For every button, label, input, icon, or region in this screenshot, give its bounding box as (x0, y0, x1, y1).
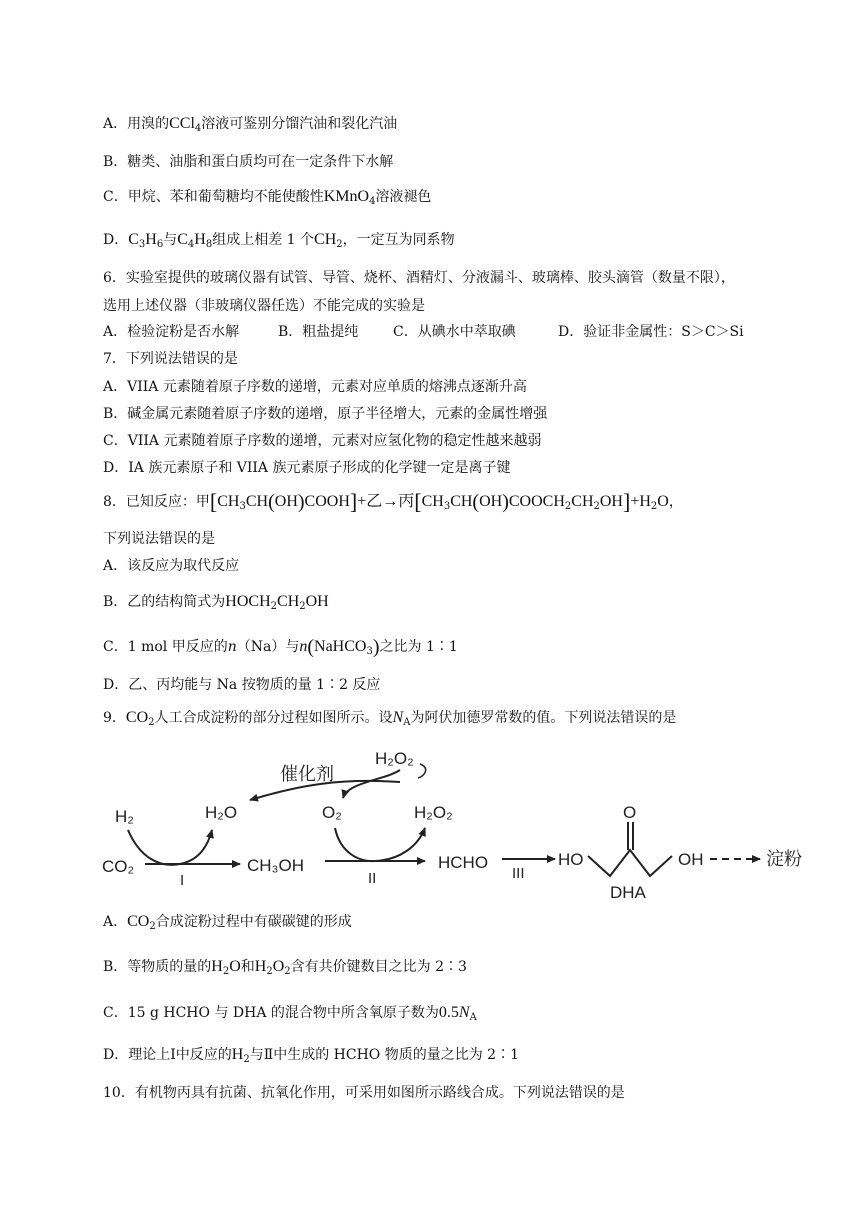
q8-stem2: 下列说法错误的是 (103, 531, 215, 547)
q9-option-b: B．等物质的量的$H_2O$和$H_2O_2$含有共价键数目之比为 2∶3 (103, 958, 467, 977)
q9-option-c: C．15 g HCHO 与 DHA 的混合物中所含氧原子数为$0.5N_A$ (103, 1004, 477, 1023)
q5-option-a: A．用溴的CCl$_4$溶液可鉴别分馏汽油和裂化汽油 (103, 115, 398, 134)
hcho-label: HCHO (438, 853, 489, 872)
step2-label: II (368, 870, 377, 887)
q7-option-a: A．VIIA 元素随着原子序数的递增，元素对应单质的熔沸点逐渐升高 (103, 379, 527, 395)
q5-option-b: B．糖类、油脂和蛋白质均可在一定条件下水解 (103, 154, 394, 170)
q8-option-c: C．1 mol 甲反应的n（Na）与n(NaHCO$_3$)之比为 1∶1 (103, 636, 458, 658)
h2o2-curve (375, 828, 425, 861)
q6-option-b: B．粗盐提纯 (278, 324, 359, 340)
q8-option-a: A．该反应为取代反应 (103, 558, 240, 574)
q10-stem: 10．有机物丙具有抗菌、抗氧化作用，可采用如图所示路线合成。下列说法错误的是 (103, 1085, 625, 1101)
q8-option-b: B．乙的结构简式为$HOCH_2CH_2OH$ (103, 593, 329, 612)
dha-o-label: O (623, 803, 637, 822)
q6-options (103, 322, 744, 342)
q8-reaction: 8．已知反应：甲$[CH_3CH(OH)COOH]+$乙→丙$[CH_3CH(OH)COOCH_2CH_2OH]+H_2O$， (103, 489, 683, 514)
starch-synthesis-diagram (100, 740, 820, 905)
q7-option-d: D．IA 族元素原子和 VIIA 族元素原子形成的化学键一定是离子键 (103, 460, 511, 476)
q5-option-d: D．$C_3H_6$与$C_4H_8$组成上相差 1 个$CH_2$，一定互为同系物 (103, 231, 455, 250)
o2-curve (335, 828, 375, 861)
step1-label: I (180, 872, 185, 889)
dha-skeleton (588, 850, 672, 876)
q5-option-c: C．甲烷、苯和葡萄糖均不能使酸性KMnO$_4$溶液褪色 (103, 188, 432, 207)
h2o2-return-arrow (418, 764, 426, 778)
starch-label: 淀粉 (766, 849, 802, 869)
q7-option-c: C．VIIA 元素随着原子序数的递增，元素对应氢化物的稳定性越来越弱 (103, 433, 542, 449)
q7-stem: 7．下列说法错误的是 (103, 351, 238, 367)
dha-oh-label: OH (678, 850, 704, 869)
ch3oh-label: CH₃OH (247, 856, 304, 875)
dha-ho-label: HO (558, 850, 584, 869)
q6-option-d: D．验证非金属性：S＞C＞Si (558, 324, 744, 340)
q8-option-d: D．乙、丙均能与 Na 按物质的量 1∶2 反应 (103, 677, 381, 693)
q9-stem: 9．$CO_2$人工合成淀粉的部分过程如图所示。设$N_A$为阿伏加德罗常数的值。下列说法错误的是 (103, 709, 677, 728)
h2o2-to-o2-arrow (343, 770, 400, 798)
h2o2-top: H₂O₂ (375, 749, 414, 768)
q7-option-b: B．碱金属元素随着原子序数的递增，原子半径增大，元素的金属性增强 (103, 406, 548, 422)
h2o2-right-label: H₂O₂ (414, 803, 453, 822)
q6-stem-line1: 6．实验室提供的玻璃仪器有试管、导管、烧杯、酒精灯、分液漏斗、玻璃棒、胶头滴管（数量不限）， (103, 270, 735, 286)
co2-label: CO₂ (102, 857, 135, 876)
q9-option-d: D．理论上Ⅰ中反应的$H_2$与Ⅱ中生成的 HCHO 物质的量之比为 2∶1 (103, 1046, 519, 1065)
catalyst-label: 催化剂 (280, 764, 334, 784)
q9-option-a: A．$CO_2$合成淀粉过程中有碳碳键的形成 (103, 913, 352, 932)
step3-label: III (512, 865, 525, 882)
q6-option-a: A．检验淀粉是否水解 (103, 324, 240, 340)
h2o-label: H₂O (205, 803, 238, 822)
q6-option-c: C．从碘水中萃取碘 (393, 324, 516, 340)
o2-label: O₂ (322, 803, 342, 822)
h2-label: H₂ (115, 807, 134, 826)
h2-curve (128, 830, 180, 865)
q6-stem-line2: 选用上述仪器（非玻璃仪器任选）不能完成的实验是 (103, 298, 425, 314)
dha-label: DHA (610, 883, 646, 902)
h2o-curve (180, 830, 212, 864)
